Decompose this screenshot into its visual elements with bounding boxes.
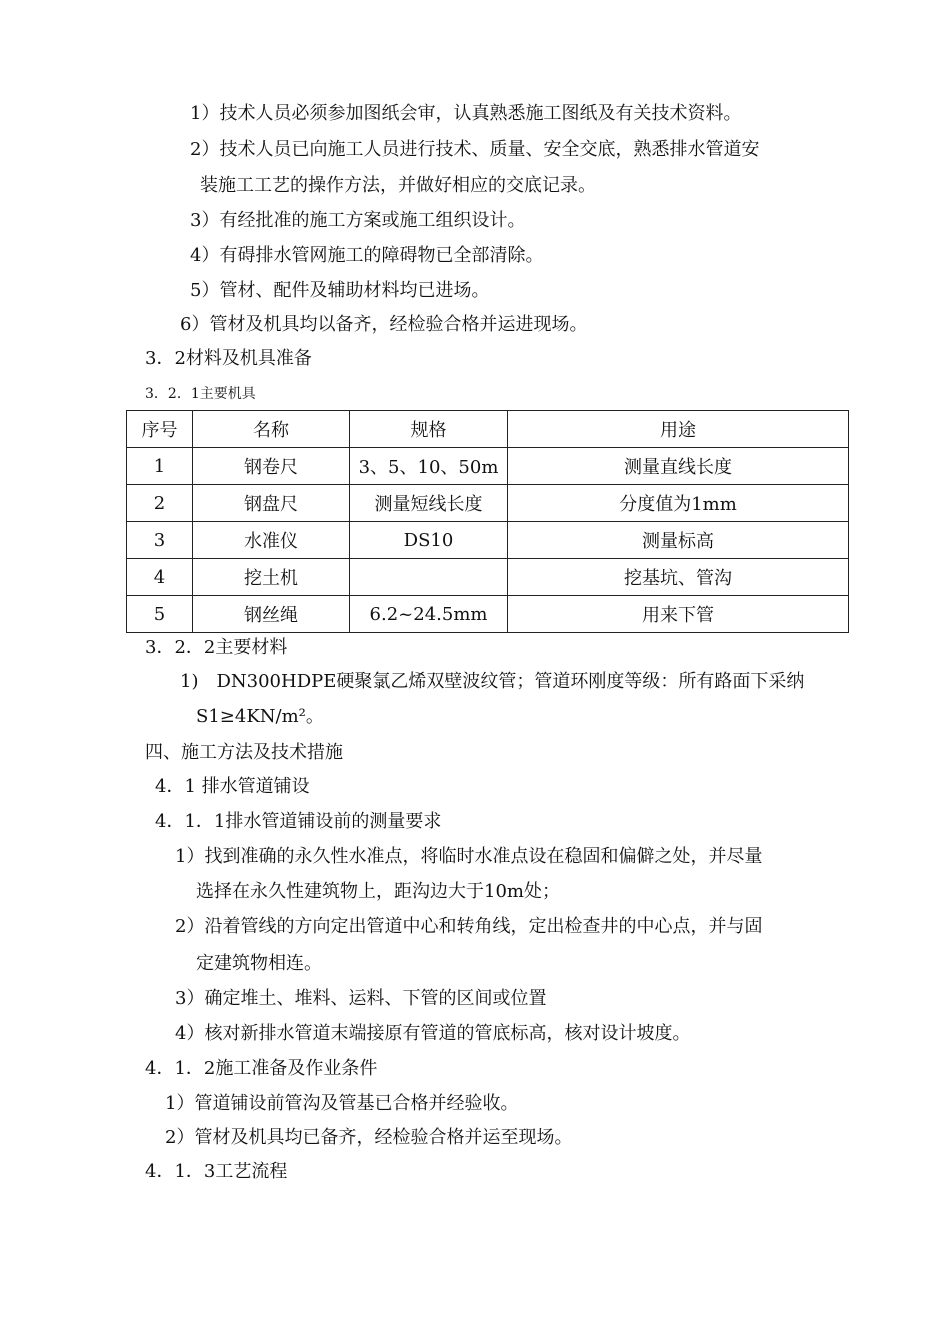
table-header-row bbox=[127, 411, 849, 448]
table-cell: 测量标高 bbox=[508, 522, 849, 559]
prep-item-4: 4）有碍排水管网施工的障碍物已全部清除。 bbox=[190, 245, 544, 266]
table-header: 用途 bbox=[508, 411, 849, 448]
section-heading-4-1: 4．1 排水管道铺设 bbox=[155, 776, 310, 797]
table-cell: 水准仪 bbox=[193, 522, 350, 559]
table-cell bbox=[350, 559, 508, 596]
table-cell: 2 bbox=[127, 485, 193, 522]
table-row bbox=[127, 448, 849, 485]
table-cell: 测量短线长度 bbox=[350, 485, 508, 522]
material-item-1: 1) DN300HDPE硬聚氯乙烯双壁波纹管；管道环刚度等级：所有路面下采纳 bbox=[180, 671, 805, 692]
prep-item-5: 5）管材、配件及辅助材料均已进场。 bbox=[190, 280, 490, 301]
table-row bbox=[127, 485, 849, 522]
prep-item-2-cont: 装施工工艺的操作方法，并做好相应的交底记录。 bbox=[200, 175, 596, 196]
section-heading-3-2: 3．2材料及机具准备 bbox=[145, 348, 312, 369]
material-item-1-cont: S1≥4KN/m²。 bbox=[196, 706, 324, 727]
section-heading-4: 四、施工方法及技术措施 bbox=[145, 742, 343, 763]
condition-item-1: 1）管道铺设前管沟及管基已合格并经验收。 bbox=[165, 1093, 519, 1114]
section-heading-4-1-1: 4．1．1排水管道铺设前的测量要求 bbox=[155, 811, 442, 832]
table-cell: 钢卷尺 bbox=[193, 448, 350, 485]
survey-item-1: 1）找到准确的永久性水准点，将临时水准点设在稳固和偏僻之处，并尽量 bbox=[175, 846, 763, 867]
table-cell: DS10 bbox=[350, 522, 508, 559]
table-cell: 用来下管 bbox=[508, 596, 849, 633]
section-heading-4-1-3: 4．1．3工艺流程 bbox=[145, 1161, 288, 1182]
section-heading-3-2-2: 3．2．2主要材料 bbox=[145, 637, 288, 658]
survey-item-4: 4）核对新排水管道末端接原有管道的管底标高，核对设计坡度。 bbox=[175, 1023, 691, 1044]
table-cell: 6.2~24.5mm bbox=[350, 596, 508, 633]
table-cell: 5 bbox=[127, 596, 193, 633]
table-row bbox=[127, 596, 849, 633]
table-cell: 挖基坑、管沟 bbox=[508, 559, 849, 596]
table-row bbox=[127, 522, 849, 559]
prep-item-2: 2）技术人员已向施工人员进行技术、质量、安全交底，熟悉排水管道安 bbox=[190, 139, 760, 160]
survey-item-2: 2）沿着管线的方向定出管道中心和转角线，定出检查井的中心点，并与固 bbox=[175, 916, 763, 937]
condition-item-2: 2）管材及机具均已备齐，经检验合格并运至现场。 bbox=[165, 1127, 573, 1148]
table-header: 规格 bbox=[350, 411, 508, 448]
prep-item-3: 3）有经批准的施工方案或施工组织设计。 bbox=[190, 210, 526, 231]
table-cell: 钢丝绳 bbox=[193, 596, 350, 633]
section-heading-3-2-1: 3．2．1主要机具 bbox=[145, 386, 256, 402]
table-cell: 分度值为1mm bbox=[508, 485, 849, 522]
table-header: 名称 bbox=[193, 411, 350, 448]
table-cell: 3 bbox=[127, 522, 193, 559]
table-cell: 测量直线长度 bbox=[508, 448, 849, 485]
survey-item-2-cont: 定建筑物相连。 bbox=[196, 953, 322, 974]
survey-item-3: 3）确定堆土、堆料、运料、下管的区间或位置 bbox=[175, 988, 547, 1009]
table-cell: 3、5、10、50m bbox=[350, 448, 508, 485]
table-row bbox=[127, 559, 849, 596]
prep-item-1: 1）技术人员必须参加图纸会审，认真熟悉施工图纸及有关技术资料。 bbox=[190, 103, 742, 124]
tool-table bbox=[126, 410, 849, 633]
table-cell: 钢盘尺 bbox=[193, 485, 350, 522]
table-header: 序号 bbox=[127, 411, 193, 448]
prep-item-6: 6）管材及机具均以备齐，经检验合格并运进现场。 bbox=[180, 314, 588, 335]
table-cell: 挖土机 bbox=[193, 559, 350, 596]
section-heading-4-1-2: 4．1．2施工准备及作业条件 bbox=[145, 1058, 378, 1079]
survey-item-1-cont: 选择在永久性建筑物上，距沟边大于10m处； bbox=[196, 881, 560, 902]
table-cell: 4 bbox=[127, 559, 193, 596]
table-cell: 1 bbox=[127, 448, 193, 485]
